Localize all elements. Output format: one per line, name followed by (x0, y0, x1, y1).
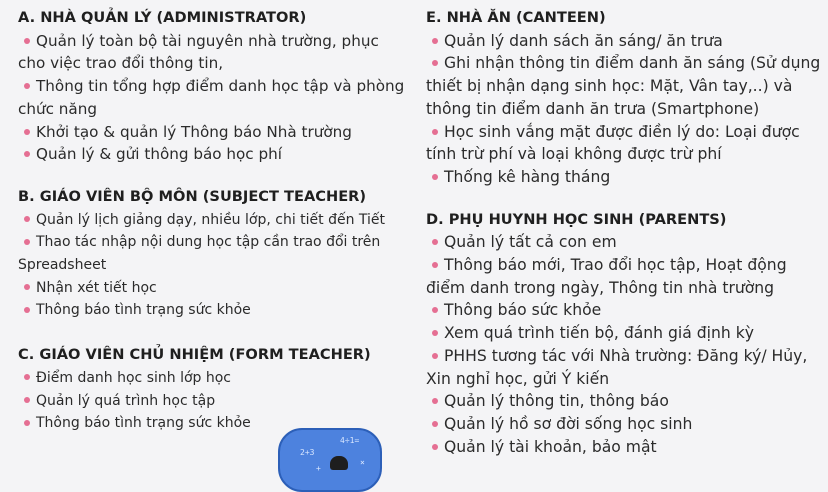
list-item-text: Học sinh vắng mặt được điền lý do: Loại được (444, 122, 800, 141)
list-item-text: Thông tin tổng hợp điểm danh học tập và phòng (36, 77, 405, 96)
list-item (18, 367, 408, 390)
bullet-dot-icon (432, 353, 438, 359)
list-item-text: Quản lý thông tin, thông báo (444, 392, 669, 411)
list-item-text: PHHS tương tác với Nhà trường: Đăng ký/ Hủy, (444, 346, 808, 365)
bullet-dot-icon (432, 239, 438, 245)
bullet-dot-icon (24, 397, 30, 403)
list-item-text: điểm danh trong ngày, Thông tin nhà trường (426, 278, 775, 297)
math-mark: + (316, 464, 321, 473)
section-heading-administrator: A. NHÀ QUẢN LÝ (ADMINISTRATOR) (18, 9, 307, 26)
list-item-text: Quản lý lịch giảng dạy, nhiều lớp, chi tiết đến Tiết (36, 211, 386, 228)
list-item (426, 52, 824, 120)
list-item (426, 345, 824, 390)
character-head-icon (330, 456, 348, 470)
section-administrator (18, 7, 408, 166)
list-item-text: Thông báo mới, Trao đổi học tập, Hoạt động (444, 256, 787, 275)
list-item (18, 390, 408, 413)
list-item-text: thông tin điểm danh ăn trưa (Smartphone) (426, 99, 760, 118)
section-canteen (426, 7, 824, 189)
bullet-dot-icon (24, 129, 30, 135)
list-item-text: Ghi nhận thông tin điểm danh ăn sáng (Sử dụng (444, 54, 821, 73)
administrator-feature-list (18, 30, 408, 166)
list-item (426, 254, 824, 299)
bullet-dot-icon (24, 307, 30, 313)
bullet-dot-icon (432, 174, 438, 180)
bullet-dot-icon (24, 38, 30, 44)
canteen-feature-list (426, 30, 824, 189)
section-heading-parents: D. PHỤ HUYNH HỌC SINH (PARENTS) (426, 210, 727, 228)
bullet-dot-icon (432, 398, 438, 404)
list-item-text: Khởi tạo & quản lý Thông báo Nhà trường (36, 122, 352, 141)
bullet-dot-icon (432, 444, 438, 450)
left-column (18, 0, 408, 435)
parents-feature-list (426, 231, 824, 458)
list-item (18, 231, 408, 276)
list-item-text: Quản lý toàn bộ tài nguyên nhà trường, phục (36, 31, 379, 50)
list-item-text: Quản lý tài khoản, bảo mật (444, 437, 657, 456)
list-item (426, 322, 824, 345)
list-item-text: Thao tác nhập nội dung học tập cần trao đổi trên (36, 234, 381, 251)
form-teacher-feature-list (18, 367, 408, 435)
list-item (18, 143, 408, 166)
section-form-teacher (18, 344, 408, 435)
bullet-dot-icon (24, 374, 30, 380)
list-item-text: tính trừ phí và loại không được trừ phí (426, 145, 722, 164)
list-item-text: Xin nghỉ học, gửi Ý kiến (426, 369, 610, 388)
section-heading-canteen: E. NHÀ ĂN (CANTEEN) (426, 9, 606, 26)
list-item-text: Thống kê hàng tháng (444, 167, 611, 186)
right-column (426, 0, 824, 458)
list-item (426, 231, 824, 254)
list-item (426, 30, 824, 53)
list-item-text: Quản lý danh sách ăn sáng/ ăn trưa (444, 31, 723, 50)
bullet-dot-icon (24, 151, 30, 157)
list-item (426, 413, 824, 436)
list-item-text: Điểm danh học sinh lớp học (36, 369, 231, 386)
list-item (426, 166, 824, 189)
list-item-text: Quản lý quá trình học tập (36, 392, 216, 409)
math-board-illustration (278, 428, 382, 492)
list-item-text: Xem quá trình tiến bộ, đánh giá định kỳ (444, 324, 754, 343)
list-item (426, 390, 824, 413)
bullet-dot-icon (432, 60, 438, 66)
bullet-dot-icon (432, 421, 438, 427)
list-item-text: Quản lý tất cả con em (444, 233, 617, 252)
list-item (18, 121, 408, 144)
list-item-text: chức năng (18, 99, 97, 118)
section-heading-form-teacher: C. GIÁO VIÊN CHỦ NHIỆM (FORM TEACHER) (18, 346, 371, 364)
bullet-dot-icon (24, 83, 30, 89)
math-mark: 2+3 (300, 448, 315, 457)
list-item (426, 436, 824, 459)
section-parents (426, 209, 824, 459)
bullet-dot-icon (432, 307, 438, 313)
list-item-text: Thông báo tình trạng sức khỏe (36, 415, 251, 432)
bullet-dot-icon (432, 129, 438, 135)
bullet-dot-icon (24, 420, 30, 426)
bullet-dot-icon (432, 262, 438, 268)
section-subject-teacher (18, 186, 408, 322)
list-item (426, 299, 824, 322)
bullet-dot-icon (432, 330, 438, 336)
subject-teacher-feature-list (18, 209, 408, 323)
list-item (18, 277, 408, 300)
list-item-text: Spreadsheet (18, 257, 107, 274)
math-mark: 4÷1= (340, 436, 360, 445)
list-item (18, 30, 408, 75)
list-item-text: Thông báo tình trạng sức khỏe (36, 302, 251, 319)
list-item (18, 75, 408, 120)
list-item-text: Nhận xét tiết học (36, 279, 157, 296)
math-mark: × (360, 458, 365, 467)
bullet-dot-icon (24, 239, 30, 245)
list-item-text: Quản lý hồ sơ đời sống học sinh (444, 414, 693, 433)
section-heading-subject-teacher: B. GIÁO VIÊN BỘ MÔN (SUBJECT TEACHER) (18, 187, 367, 205)
bullet-dot-icon (24, 216, 30, 222)
list-item-text: cho việc trao đổi thông tin, (18, 54, 224, 73)
list-item (426, 121, 824, 166)
list-item-text: Quản lý & gửi thông báo học phí (36, 145, 282, 164)
list-item-text: thiết bị nhận dạng sinh học: Mặt, Vân tay,..) và (426, 77, 793, 96)
list-item-text: Thông báo sức khỏe (444, 301, 602, 320)
bullet-dot-icon (24, 284, 30, 290)
bullet-dot-icon (432, 38, 438, 44)
list-item (18, 299, 408, 322)
list-item (18, 209, 408, 232)
